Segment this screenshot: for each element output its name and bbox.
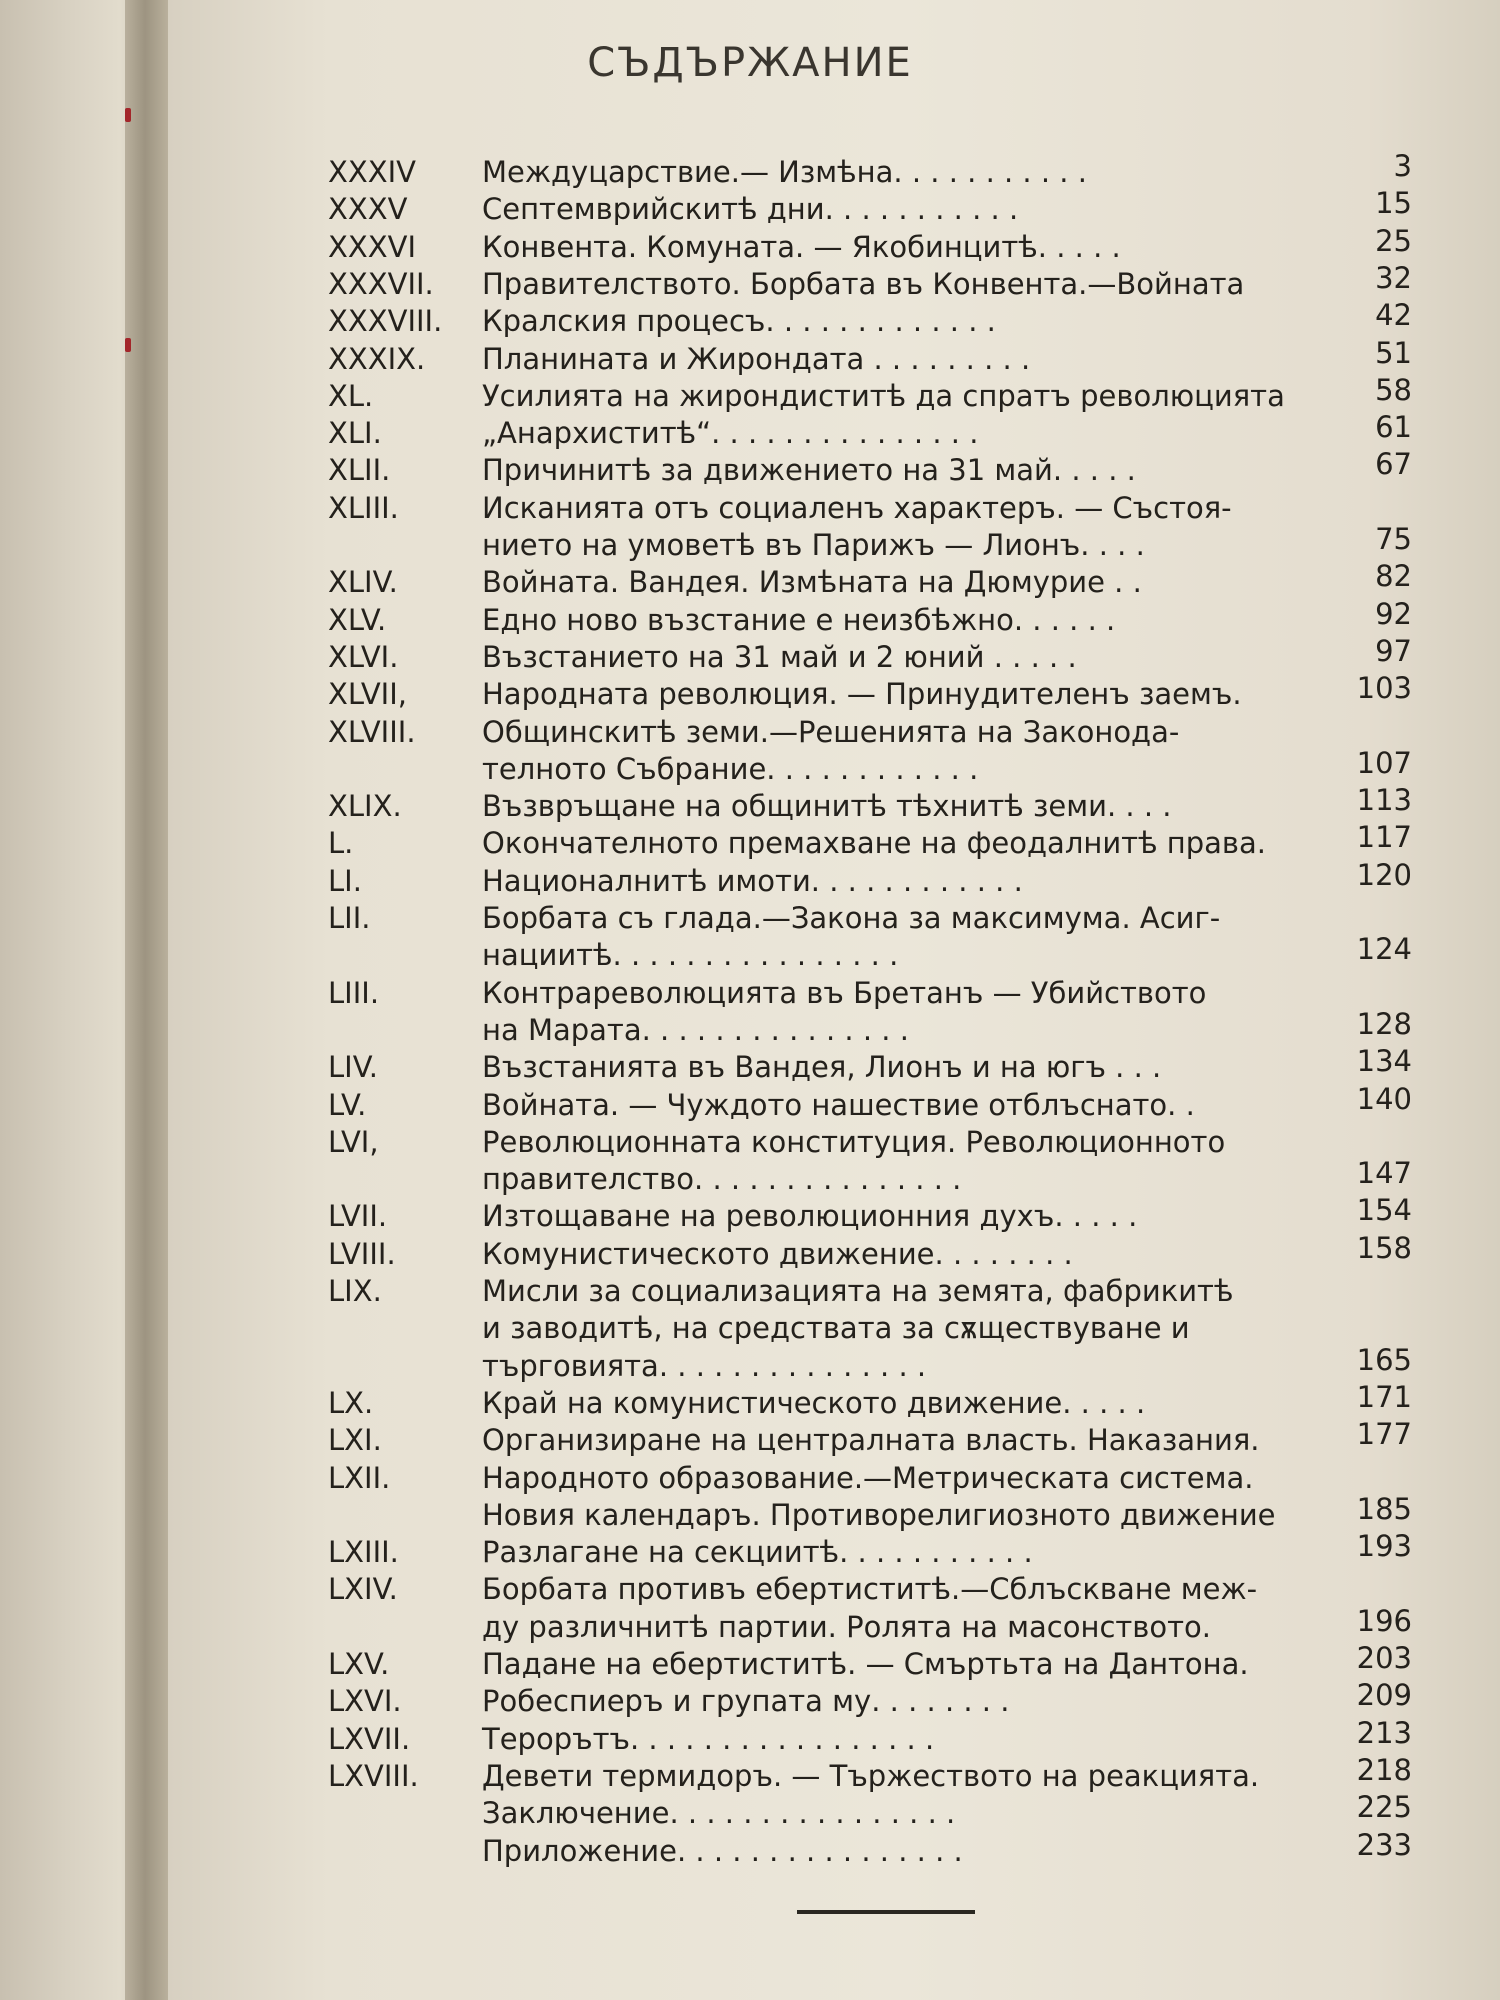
page-number: 165 xyxy=(1356,1342,1412,1377)
entry-title: Робеспиеръ и групата му. . . . . . . . xyxy=(482,1684,1010,1719)
entry-number: XLIX. xyxy=(328,789,402,824)
entry-title: Край на комунистическото движение. . . . . xyxy=(482,1385,1146,1420)
entry-title: Едно ново възстание е неизбѣжно. . . . . . xyxy=(482,602,1116,637)
entry-title: телното Събрание. . . . . . . . . . . . xyxy=(482,751,979,786)
entry-title: Контрареволюцията въ Бретанъ — Убийството xyxy=(482,975,1207,1010)
entry-title: Борбата съ глада.—Закона за максимума. Асиг- xyxy=(482,901,1221,935)
page-number: 25 xyxy=(1375,223,1412,258)
entry-number: LIII. xyxy=(328,975,380,1010)
entry-number: LVI, xyxy=(328,1124,379,1159)
page-number: 124 xyxy=(1356,932,1412,967)
page-number: 42 xyxy=(1375,298,1412,333)
page-title: СЪДЪРЖАНИЕ xyxy=(587,40,913,86)
entry-title: Усилията на жирондиститѣ да спратъ революцията xyxy=(482,378,1285,413)
entry-title: Войната. — Чуждото нашествие отблъснато. . xyxy=(482,1087,1195,1122)
entry-number: XLIII. xyxy=(328,490,399,525)
entry-title: Междуцарствие.— Измѣна. . . . . . . . . . . xyxy=(482,155,1087,189)
entry-title: Възстанията въ Вандея, Лионъ и на югъ . . . xyxy=(482,1050,1162,1085)
entry-title: Новия календаръ. Противорелигиозното движение xyxy=(482,1497,1276,1532)
entry-number: XXXVII. xyxy=(328,266,434,301)
entry-number: LII. xyxy=(328,901,371,935)
entry-title: Септемврийскитѣ дни. . . . . . . . . . . xyxy=(482,192,1019,227)
entry-title: ду различнитѣ партии. Ролята на масонството. xyxy=(482,1609,1211,1644)
entry-number: XLVIII. xyxy=(328,714,416,749)
entry-number: LIX. xyxy=(328,1274,382,1308)
entry-title: Комунистическото движение. . . . . . . . xyxy=(482,1236,1073,1271)
entry-title: Заключение. . . . . . . . . . . . . . . . xyxy=(482,1796,956,1831)
page-number: 67 xyxy=(1375,447,1412,482)
page-number: 117 xyxy=(1356,820,1412,855)
entry-title: правителство. . . . . . . . . . . . . . . xyxy=(482,1162,962,1197)
page-number: 51 xyxy=(1375,335,1412,370)
entry-number: LVII. xyxy=(328,1199,388,1234)
entry-title: на Марата. . . . . . . . . . . . . . . xyxy=(482,1012,909,1047)
entry-number: XLV. xyxy=(328,602,387,637)
page-number: 154 xyxy=(1356,1193,1412,1228)
entry-number: XLVII, xyxy=(328,677,407,712)
entry-title: нието на умоветѣ въ Парижъ — Лионъ. . . . xyxy=(482,528,1145,562)
entry-title: Общинскитѣ земи.—Решенията на Законода- xyxy=(482,714,1180,749)
entry-title: Конвента. Комуната. — Якобинцитѣ. . . . . xyxy=(482,229,1121,264)
entry-number: XXXIX. xyxy=(328,341,426,376)
page-number: 177 xyxy=(1356,1417,1412,1452)
entry-number: XLII. xyxy=(328,453,391,488)
page-number: 158 xyxy=(1356,1230,1412,1265)
entry-title: Мисли за социализацията на земята, фабрикитѣ xyxy=(482,1274,1234,1308)
entry-title: нациитѣ. . . . . . . . . . . . . . . . xyxy=(482,938,899,973)
page-number: 225 xyxy=(1356,1790,1412,1825)
entry-number: LXVII. xyxy=(328,1721,411,1756)
entry-number: XXXIV xyxy=(328,155,416,189)
entry-title: Окончателното премахване на феодалнитѣ права. xyxy=(482,826,1266,861)
entry-title: Разлагане на секциитѣ. . . . . . . . . . . xyxy=(482,1535,1033,1570)
entry-title: Причинитѣ за движението на 31 май. . . . . xyxy=(482,453,1136,488)
page-number: 15 xyxy=(1375,186,1412,221)
page-number: 113 xyxy=(1356,783,1412,818)
entry-title: търговията. . . . . . . . . . . . . . . xyxy=(482,1348,927,1383)
entry-number: L. xyxy=(328,826,354,861)
page-number: 233 xyxy=(1356,1827,1412,1862)
entry-number: XLI. xyxy=(328,416,382,451)
page-number: 97 xyxy=(1375,633,1412,668)
page-number: 58 xyxy=(1375,372,1412,407)
entry-title: Приложение. . . . . . . . . . . . . . . . xyxy=(482,1833,963,1868)
entry-title: Планината и Жирондата . . . . . . . . . xyxy=(482,341,1031,376)
page-number: 3 xyxy=(1393,149,1412,183)
page-number: 193 xyxy=(1356,1529,1412,1564)
entry-title: Исканията отъ социаленъ характеръ. — Състоя- xyxy=(482,490,1232,525)
entry-title: Борбата противъ ебертиститѣ.—Сблъскване меж- xyxy=(482,1572,1258,1607)
page-number: 134 xyxy=(1356,1044,1412,1079)
entry-title: Падане на ебертиститѣ. — Смъртьта на Дантона. xyxy=(482,1647,1249,1681)
entry-title: Войната. Вандея. Измѣната на Дюмурие . . xyxy=(482,565,1142,600)
page-number: 107 xyxy=(1356,745,1412,780)
entry-number: XLIV. xyxy=(328,565,398,600)
entry-title: Изтощаване на революционния духъ. . . . . xyxy=(482,1199,1138,1234)
entry-number: LXVIII. xyxy=(328,1758,419,1793)
entry-number: LV. xyxy=(328,1087,367,1122)
page-number: 120 xyxy=(1356,857,1412,892)
entry-title: „Анархиститѣ“. . . . . . . . . . . . . . . xyxy=(482,416,979,451)
entry-title: Революционната конституция. Революционното xyxy=(482,1124,1226,1159)
page-number: 196 xyxy=(1356,1603,1412,1638)
end-rule xyxy=(797,1910,975,1914)
entry-title: Кралския процесъ. . . . . . . . . . . . . xyxy=(482,304,996,339)
entry-title: и заводитѣ, на средствата за сѫществуване и xyxy=(482,1311,1190,1346)
entry-number: LVIII. xyxy=(328,1236,396,1271)
page-number: 171 xyxy=(1356,1379,1412,1414)
page-number: 82 xyxy=(1375,559,1412,594)
entry-number: LXII. xyxy=(328,1460,391,1495)
entry-title: Възстанието на 31 май и 2 юний . . . . . xyxy=(482,639,1077,674)
page-number: 147 xyxy=(1356,1156,1412,1191)
entry-number: XL. xyxy=(328,378,374,413)
page-number: 209 xyxy=(1356,1678,1412,1713)
entry-number: LXIII. xyxy=(328,1535,399,1570)
page-number: 61 xyxy=(1375,410,1412,445)
entry-number: LXIV. xyxy=(328,1572,398,1607)
page-number: 185 xyxy=(1356,1491,1412,1526)
entry-number: XXXV xyxy=(328,192,408,227)
page-number: 213 xyxy=(1356,1715,1412,1750)
entry-title: Народната революция. — Принудителенъ заемъ. xyxy=(482,677,1242,712)
entry-number: LI. xyxy=(328,863,362,898)
page-number: 92 xyxy=(1375,596,1412,631)
page-number: 218 xyxy=(1356,1752,1412,1787)
page-number: 103 xyxy=(1356,671,1412,706)
entry-number: LXV. xyxy=(328,1647,390,1681)
entry-title: Терорътъ. . . . . . . . . . . . . . . . . xyxy=(482,1721,935,1756)
page-number: 140 xyxy=(1356,1081,1412,1116)
page-number: 203 xyxy=(1356,1641,1412,1675)
entry-title: Националнитѣ имоти. . . . . . . . . . . . xyxy=(482,863,1023,898)
entry-number: XXXVIII. xyxy=(328,304,443,339)
entry-title: Народното образование.—Метрическата система. xyxy=(482,1460,1254,1495)
entry-number: LX. xyxy=(328,1385,374,1420)
page-number: 128 xyxy=(1356,1006,1412,1041)
entry-title: Възвръщане на общинитѣ тѣхнитѣ земи. . . . xyxy=(482,789,1172,824)
entry-number: LIV. xyxy=(328,1050,379,1085)
page-number: 75 xyxy=(1375,522,1412,556)
entry-number: XLVI. xyxy=(328,639,399,674)
page-number: 32 xyxy=(1375,260,1412,295)
entry-number: XXXVI xyxy=(328,229,416,264)
entry-number: LXVI. xyxy=(328,1684,402,1719)
entry-title: Организиране на централната власть. Наказания. xyxy=(482,1423,1260,1458)
entry-title: Девети термидоръ. — Тържеството на реакцията. xyxy=(482,1758,1260,1793)
entry-number: LXI. xyxy=(328,1423,382,1458)
entry-title: Правителството. Борбата въ Конвента.—Войната xyxy=(482,266,1245,301)
